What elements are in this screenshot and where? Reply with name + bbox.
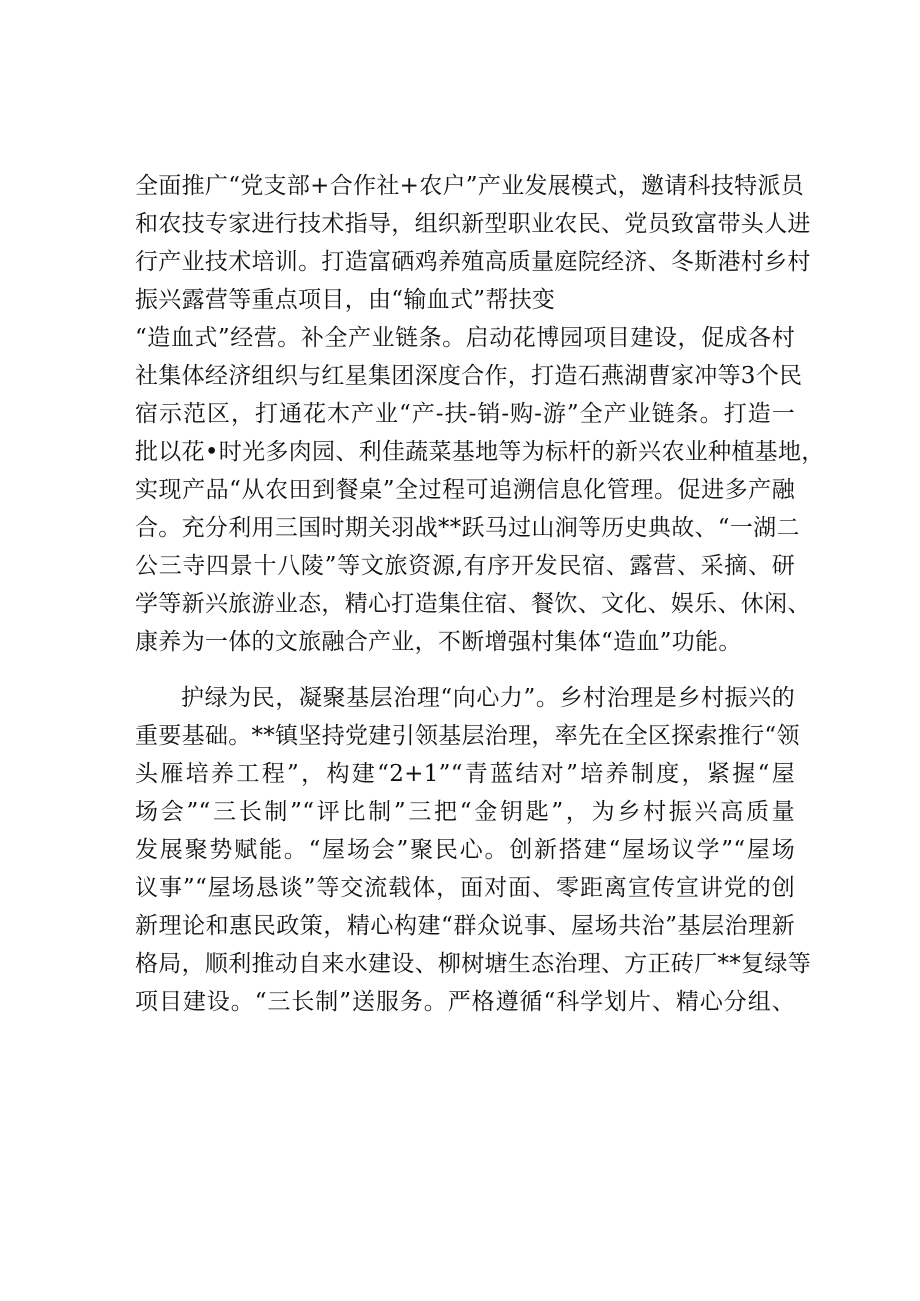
text-line: 学等新兴旅游业态，精心打造集住宿、餐饮、文化、娱乐、休闲、 — [135, 591, 811, 617]
text-line: 议事”“屋场恳谈”等交流载体，面对面、零距离宣传宣讲党的创 — [135, 875, 795, 901]
text-line: 全面推广“党支部+合作社+农户”产业发展模式，邀请科技特派员 — [135, 173, 805, 199]
text-line: 发展聚势赋能。“屋场会”聚民心。创新搭建“屋场议学”“屋场 — [135, 837, 795, 863]
text-line: 格局，顺利推动自来水建设、柳树塘生态治理、方正砖厂**复绿等 — [135, 951, 811, 977]
text-line: 合。充分利用三国时期关羽战**跃马过山涧等历史典故、“一湖二 — [135, 515, 800, 541]
text-line: 社集体经济组织与红星集团深度合作，打造石燕湖曹家冲等3个民 — [135, 363, 803, 389]
text-line: 康养为一体的文旅融合产业，不断增强村集体“造血”功能。 — [135, 629, 742, 655]
text-line-indented: 护绿为民，凝聚基层治理“向心力”。乡村治理是乡村振兴的 — [181, 685, 795, 711]
text-line: 公三寺四景十八陵”等文旅资源,有序开发民宿、露营、采摘、研 — [135, 553, 795, 579]
text-line: 行产业技术培训。打造富硒鸡养殖高质量庭院经济、冬斯港村乡村 — [135, 249, 811, 275]
text-line: 批以花•时光多肉园、利佳蔬菜基地等为标杆的新兴农业种植基地， — [135, 439, 825, 465]
text-line: 重要基础。**镇坚持党建引领基层治理，率先在全区探索推行“领 — [135, 723, 800, 749]
text-line: 场会”“三长制”“评比制”三把“金钥匙”，为乡村振兴高质量 — [135, 799, 795, 825]
text-line: 振兴露营等重点项目，由“输血式”帮扶变 — [135, 287, 556, 313]
text-line: 宿示范区，打通花木产业“产-扶-销-购-游”全产业链条。打造一 — [135, 401, 795, 427]
text-line: 头雁培养工程”，构建“2+1”“青蓝结对”培养制度，紧握“屋 — [135, 761, 795, 787]
text-line: 和农技专家进行技术指导，组织新型职业农民、党员致富带头人进 — [135, 211, 811, 237]
text-line: 项目建设。“三长制”送服务。严格遵循“科学划片、精心分组、 — [135, 989, 795, 1015]
text-line: “造血式”经营。补全产业链条。启动花博园项目建设，促成各村 — [135, 325, 795, 351]
text-line: 实现产品“从农田到餐桌”全过程可追溯信息化管理。促进多产融 — [135, 477, 795, 503]
text-line: 新理论和惠民政策，精心构建“群众说事、屋场共治”基层治理新 — [135, 913, 795, 939]
